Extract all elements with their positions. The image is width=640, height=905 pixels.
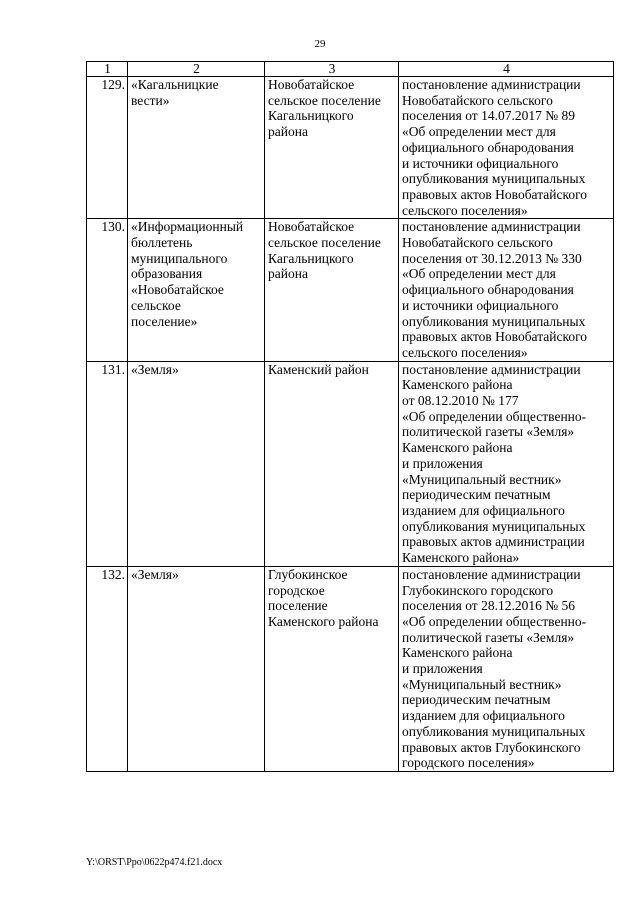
row-number: 130. [87, 219, 128, 361]
table-row [87, 361, 614, 566]
publications-table [86, 61, 614, 772]
table-header-row [87, 62, 614, 77]
row-number: 131. [87, 361, 128, 566]
column-header-3: 3 [265, 62, 399, 77]
row-number: 132. [87, 566, 128, 771]
table-row [87, 77, 614, 219]
publication-name: «Информационный бюллетень муниципального образования «Новобатайское сельское поселение» [128, 219, 265, 361]
publication-name: «Кагальницкие вести» [128, 77, 265, 219]
row-number: 129. [87, 77, 128, 219]
document-file-path: Y:\ORST\Ppo\0622p474.f21.docx [86, 857, 223, 868]
territory: Глубокинское городское поселение Каменского района [265, 566, 399, 771]
legal-act: постановление администрации Глубокинского городского поселения от 28.12.2016 № 56 «Об определении общественно- политической газеты «Земля» Каменского района и приложения «Муниципальный вестник» периодическим печатным изданием для официального опубликования муниципальных правовых актов Глубокинского городского поселения» [399, 566, 614, 771]
column-header-1: 1 [87, 62, 128, 77]
territory: Новобатайское сельское поселение Кагальницкого района [265, 77, 399, 219]
legal-act: постановление администрации Новобатайского сельского поселения от 14.07.2017 № 89 «Об определении мест для официального обнародования и источники официального опубликования муниципальных правовых актов Новобатайского сельского поселения» [399, 77, 614, 219]
table-row [87, 566, 614, 771]
territory: Каменский район [265, 361, 399, 566]
column-header-4: 4 [399, 62, 614, 77]
legal-act: постановление администрации Каменского района от 08.12.2010 № 177 «Об определении общественно- политической газеты «Земля» Каменского района и приложения «Муниципальный вестник» периодическим печатным изданием для официального опубликования муниципальных правовых актов администрации Каменского района» [399, 361, 614, 566]
territory: Новобатайское сельское поселение Кагальницкого района [265, 219, 399, 361]
page-number: 29 [314, 38, 326, 50]
table-row [87, 219, 614, 361]
legal-act: постановление администрации Новобатайского сельского поселения от 30.12.2013 № 330 «Об определении мест для официального обнародования и источники официального опубликования муниципальных правовых актов Новобатайского сельского поселения» [399, 219, 614, 361]
publication-name: «Земля» [128, 566, 265, 771]
publication-name: «Земля» [128, 361, 265, 566]
column-header-2: 2 [128, 62, 265, 77]
